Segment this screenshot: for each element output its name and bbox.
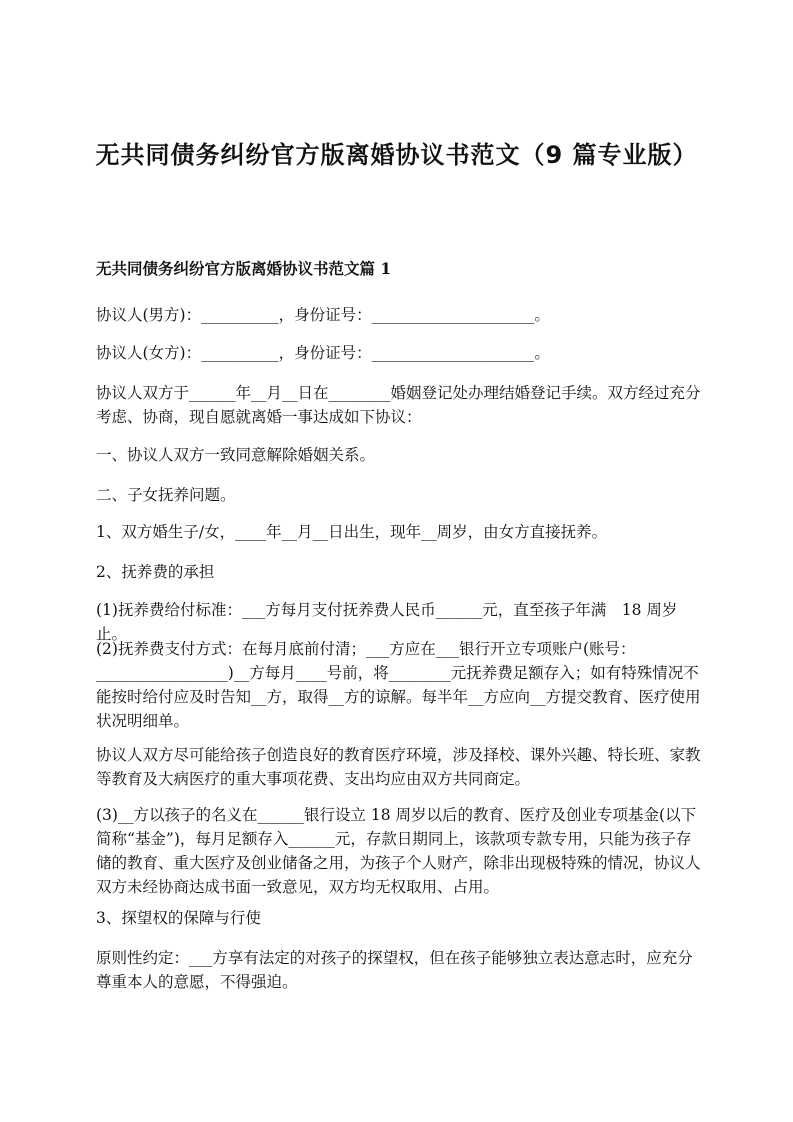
paragraph-education-medical: 协议人双方尽可能给孩子创造良好的教育医疗环境，涉及择校、课外兴趣、特长班、家教等教育及大病医疗的重大事项花费、支出均应由双方共同商定。 bbox=[96, 746, 701, 788]
paragraph-support-heading: 2、抚养费的承担 bbox=[96, 563, 215, 581]
paragraph-visitation-principle: 原则性约定：___方享有法定的对孩子的探望权，但在孩子能够独立表达意志时，应充分尊重本人的意愿，不得强迫。 bbox=[96, 949, 693, 991]
paragraph-clause-1: 一、协议人双方一致同意解除婚姻关系。 bbox=[96, 446, 376, 464]
paragraph-child-info: 1、双方婚生子/女，____年__月__日出生，现年__周岁，由女方直接抚养。 bbox=[96, 523, 608, 541]
paragraph-male-party: 协议人(男方)：__________，身份证号：_____________________。 bbox=[96, 306, 550, 324]
paragraph-support-standard: (1)抚养费给付标准：___方每月支付抚养费人民币______元，直至孩子年满 18 周岁止。 bbox=[96, 601, 678, 643]
section-heading: 无共同债务纠纷官方版离婚协议书范文篇 1 bbox=[96, 259, 392, 278]
paragraph-female-party: 协议人(女方)：__________，身份证号：_____________________。 bbox=[96, 344, 550, 362]
paragraph-clause-2: 二、子女抚养问题。 bbox=[96, 486, 236, 504]
paragraph-visitation-heading: 3、探望权的保障与行使 bbox=[96, 909, 261, 927]
paragraph-marriage-registration: 协议人双方于______年__月__日在________婚姻登记处办理结婚登记手续。双方经过充分考虑、协商，现自愿就离婚一事达成如下协议： bbox=[96, 384, 701, 426]
paragraph-support-payment: (2)抚养费支付方式：在每月底前付清；___方应在___银行开立专项账户(账号：_________________)__方每月____号前，将________元抚养费足额存入；如有特殊情况不能按时给付应及时告知__方，取得__方的谅解。每半年__方应向__方提交教育、医疗使用状况明细单。 bbox=[96, 640, 701, 730]
paragraph-fund: (3)__方以孩子的名义在______银行设立 18 周岁以后的教育、医疗及创业专项基金(以下简称“基金”)，每月足额存入______元，存款日期同上，该款项专款专用，只能为孩子存储的教育、重大医疗及创业储备之用，为孩子个人财产，除非出现极特殊的情况，协议人双方未经协商达成书面一致意见，双方均无权取用、占用。 bbox=[96, 806, 701, 896]
document-title: 无共同债务纠纷官方版离婚协议书范文（9 篇专业版） bbox=[95, 141, 698, 169]
